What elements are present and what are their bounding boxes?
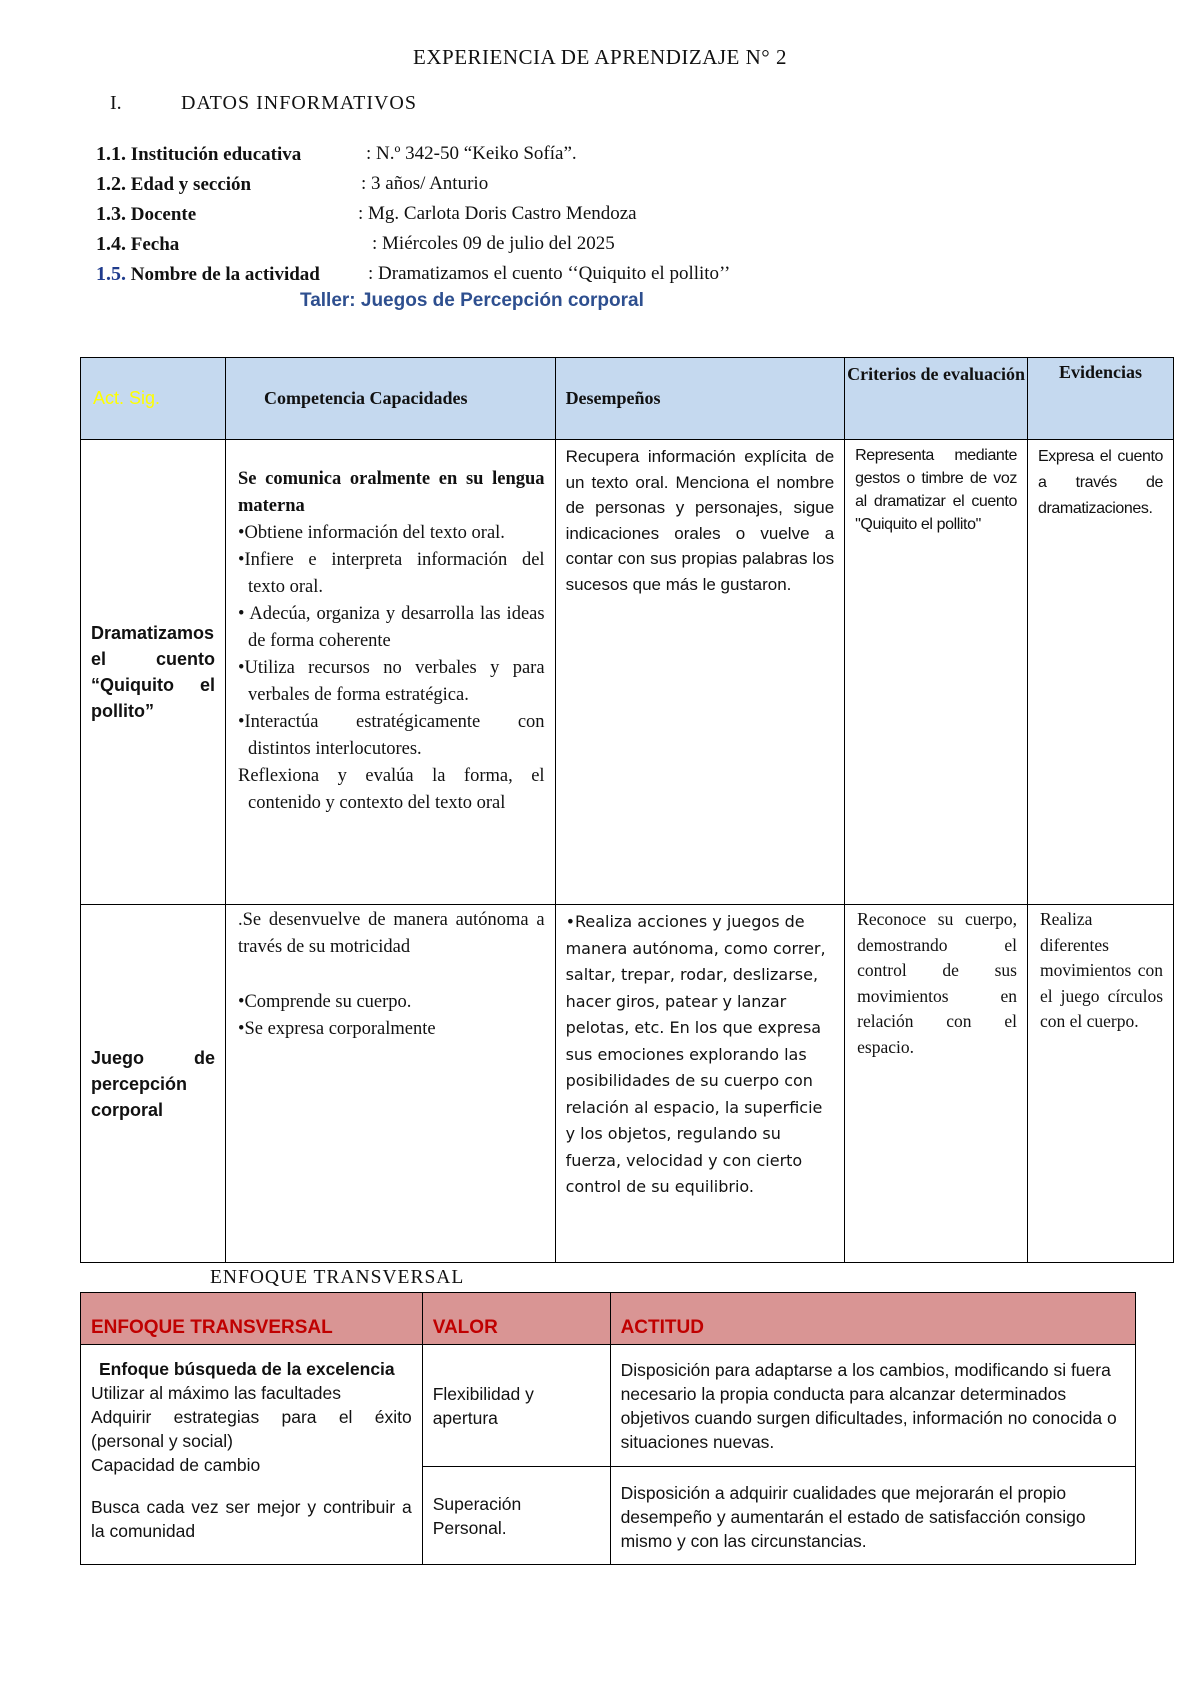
taller-title: Taller: Juegos de Percepción corporal xyxy=(300,290,644,311)
info-label: Nombre de la actividad xyxy=(130,264,320,285)
info-number: 1.4. xyxy=(96,233,126,255)
info-row-institucion xyxy=(96,143,577,166)
evidencia-cell: Realiza diferentes movimientos con el juego círculos con el cuerpo. xyxy=(1027,905,1173,1263)
enfoque-table xyxy=(80,1292,1136,1565)
header-valor: VALOR xyxy=(422,1293,610,1345)
desempeno-cell: Recupera información explícita de un texto oral. Menciona el nombre de personas y personajes, sigue indicaciones orales o vuelve a contar con sus propias palabras los sucesos que más le gustaron. xyxy=(555,440,845,905)
section-number: I. xyxy=(110,92,122,114)
enfoque-line: Capacidad de cambio xyxy=(91,1455,261,1475)
info-value: : Dramatizamos el cuento ‘‘Quiquito el pollito’’ xyxy=(368,263,731,284)
header-desempenos: Desempeños xyxy=(555,358,845,440)
document-title: EXPERIENCIA DE APRENDIZAJE N° 2 xyxy=(413,45,787,69)
capacidad-item: •Infiere e interpreta información del texto oral. xyxy=(237,550,545,597)
enfoque-line: Busca cada vez ser mejor y contribuir a la comunidad xyxy=(91,1497,412,1541)
enfoque-row xyxy=(81,1345,1136,1467)
info-value: : N.º 342-50 “Keiko Sofía”. xyxy=(366,143,577,164)
header-enfoque: ENFOQUE TRANSVERSAL xyxy=(81,1293,423,1345)
section-title: DATOS INFORMATIVOS xyxy=(181,92,417,114)
info-row-docente xyxy=(96,203,637,226)
capacidad-item: •Comprende su cuerpo. xyxy=(237,992,412,1012)
competencia-cell xyxy=(225,905,555,1263)
info-value: : 3 años/ Anturio xyxy=(361,173,489,194)
enfoque-line: Utilizar al máximo las facultades xyxy=(91,1383,341,1403)
criterio-cell: Reconoce su cuerpo, demostrando el control de sus movimientos en relación con el espacio. xyxy=(845,905,1028,1263)
info-label: Docente xyxy=(130,204,197,225)
desempeno-cell: •Realiza acciones y juegos de manera autónoma, como correr, saltar, trepar, rodar, deslizarse, hacer giros, patear y lanzar pelotas, etc. En los que expresa sus emociones explorando las posibilidades de su cuerpo con relación al espacio, la superficie y los objetos, regulando su fuerza, velocidad y con cierto control de su equilibrio. xyxy=(555,905,845,1263)
header-actitud: ACTITUD xyxy=(610,1293,1135,1345)
info-number: 1.5. xyxy=(96,263,126,285)
capacidad-item: •Utiliza recursos no verbales y para verbales de forma estratégica. xyxy=(237,658,545,705)
table-header-row xyxy=(81,358,1174,440)
capacidad-item: • Adecúa, organiza y desarrolla las ideas de forma coherente xyxy=(237,604,545,651)
enfoque-cell xyxy=(81,1345,423,1565)
info-label: Institución educativa xyxy=(130,144,302,165)
competencias-table xyxy=(80,357,1174,1263)
header-competencia: Competencia Capacidades xyxy=(225,358,555,440)
competencia-title: .Se desenvuelve de manera autónoma a través de su motricidad xyxy=(237,910,545,957)
header-evidencias: Evidencias xyxy=(1027,358,1173,440)
actitud-cell: Disposición para adaptarse a los cambios, modificando si fuera necesario la propia conducta para alcanzar determinados objetivos cuando surgen dificultades, información no conocida o situaciones nuevas. xyxy=(610,1345,1135,1467)
info-number: 1.3. xyxy=(96,203,126,225)
table-row xyxy=(81,440,1174,905)
capacidad-item: •Interactúa estratégicamente con distintos interlocutores. xyxy=(237,712,545,759)
activity-cell: Dramatizamos el cuento “Quiquito el pollito” xyxy=(81,440,226,905)
info-label: Edad y sección xyxy=(130,174,252,195)
info-row-edad xyxy=(96,173,489,196)
valor-cell: Flexibilidad y apertura xyxy=(422,1345,610,1467)
evidencia-cell: Expresa el cuento a través de dramatizaciones. xyxy=(1027,440,1173,905)
actitud-cell: Disposición a adquirir cualidades que mejorarán el propio desempeño y aumentarán el estado de satisfacción consigo mismo y con las circunstancias. xyxy=(610,1467,1135,1565)
valor-cell: Superación Personal. xyxy=(422,1467,610,1565)
header-criterios: Criterios de evaluación xyxy=(845,358,1028,440)
enfoque-section-title: ENFOQUE TRANSVERSAL xyxy=(210,1267,465,1288)
info-row-actividad xyxy=(96,263,731,286)
info-value: : Mg. Carlota Doris Castro Mendoza xyxy=(358,203,637,224)
enfoque-header-row xyxy=(81,1293,1136,1345)
info-number: 1.2. xyxy=(96,173,126,195)
info-value: : Miércoles 09 de julio del 2025 xyxy=(372,233,615,254)
enfoque-name: Enfoque búsqueda de la excelencia xyxy=(99,1359,395,1379)
activity-cell: Juego de percepción corporal xyxy=(81,905,226,1263)
info-label: Fecha xyxy=(130,234,180,255)
header-act-sig: Act. Sig. xyxy=(81,358,226,440)
competencia-title: Se comunica oralmente en su lengua materna xyxy=(237,469,545,516)
info-row-fecha xyxy=(96,233,615,256)
enfoque-line: Adquirir estrategias para el éxito (personal y social) xyxy=(91,1407,412,1451)
capacidad-item: Reflexiona y evalúa la forma, el contenido y contexto del texto oral xyxy=(237,766,545,813)
info-number: 1.1. xyxy=(96,143,126,165)
criterio-cell: Representa mediante gestos o timbre de voz al dramatizar el cuento "Quiquito el pollito" xyxy=(845,440,1028,905)
capacidad-item: •Se expresa corporalmente xyxy=(237,1019,436,1039)
capacidad-item: •Obtiene información del texto oral. xyxy=(237,523,505,543)
table-row xyxy=(81,905,1174,1263)
competencia-cell xyxy=(225,440,555,905)
